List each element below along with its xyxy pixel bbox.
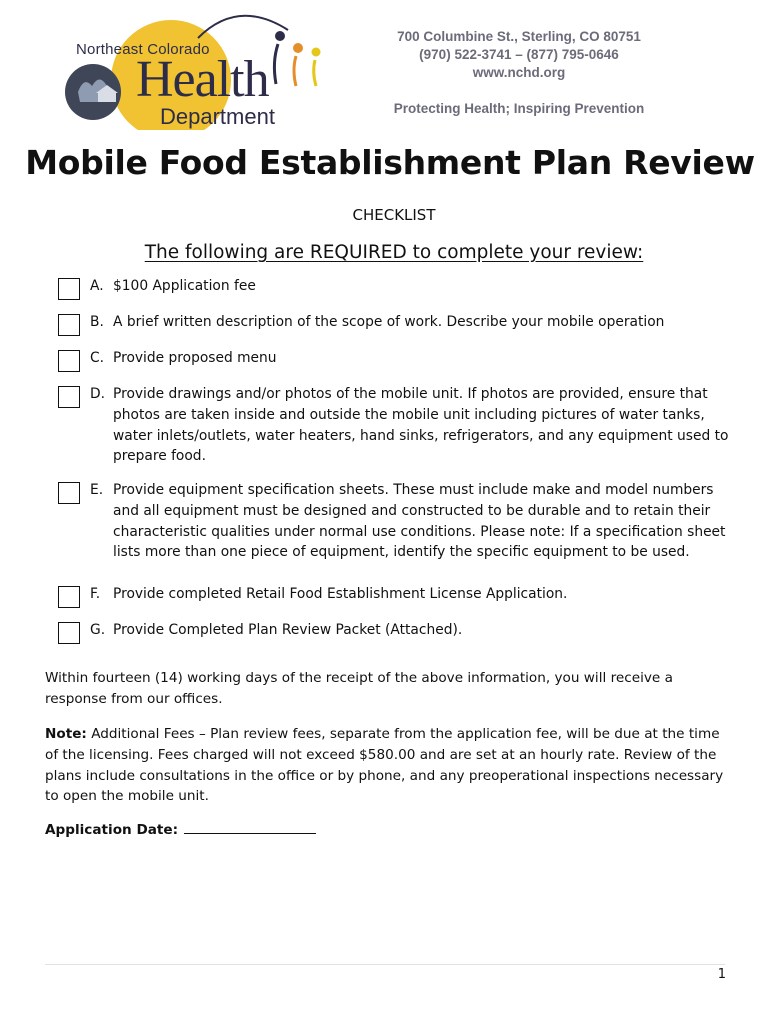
checkbox-f[interactable] xyxy=(58,586,80,608)
logo-text-region: Northeast Colorado xyxy=(76,41,210,58)
item-letter: D. xyxy=(90,386,106,402)
item-letter: G. xyxy=(90,622,106,638)
logo-figure-head-dark xyxy=(275,31,285,41)
item-letter: C. xyxy=(90,350,105,366)
application-date-blank[interactable] xyxy=(184,819,316,834)
note-text: Additional Fees – Plan review fees, separate from the application fee, will be due at the time of the licensing. Fees charged will not exceed $580.00 and are set at an hourly rate. Review of the plans include consultations in the office or by phone, and any preoperational inspections necessary to open the mobile unit. xyxy=(45,726,724,805)
logo-figure-head-yellow xyxy=(312,48,321,57)
item-text: Provide Completed Plan Review Packet (Attached). xyxy=(113,622,463,638)
application-date xyxy=(45,819,316,838)
checklist-item-e xyxy=(58,480,738,563)
checklist-item-f xyxy=(58,584,738,608)
checkbox-a[interactable] xyxy=(58,278,80,300)
footer-divider xyxy=(45,964,725,965)
item-text: Provide completed Retail Food Establishment License Application. xyxy=(113,586,568,602)
item-text: $100 Application fee xyxy=(113,278,256,294)
note-label: Note: xyxy=(45,726,87,742)
contact-tagline: Protecting Health; Inspiring Prevention xyxy=(393,101,645,116)
checklist-item-b xyxy=(58,312,738,336)
page-number: 1 xyxy=(717,967,726,982)
logo-house xyxy=(98,92,116,102)
item-text: Provide proposed menu xyxy=(113,350,277,366)
logo-text-health: Health xyxy=(136,51,269,108)
checkbox-c[interactable] xyxy=(58,350,80,372)
logo-figure-yellow xyxy=(314,60,316,86)
item-text: Provide equipment specification sheets. These must include make and model numbers and all equipment must be designed and constructed to be durable and to retain their characteristic qualities under normal use conditions. Please note: If a specification sheet lists more than one piece of equipment, identify the specific equipment to be used. xyxy=(113,482,726,561)
response-paragraph: Within fourteen (14) working days of the receipt of the above information, you will receive a response from our offices. xyxy=(45,670,673,707)
checkbox-b[interactable] xyxy=(58,314,80,336)
contact-phone: (970) 522-3741 – (877) 795-0646 xyxy=(419,47,619,62)
checkbox-d[interactable] xyxy=(58,386,80,408)
logo-figure-head-orange xyxy=(293,43,303,53)
nchd-logo xyxy=(58,10,348,130)
required-heading: The following are REQUIRED to complete your review: xyxy=(144,242,644,263)
checklist-item-c xyxy=(58,348,738,372)
contact-address: 700 Columbine St., Sterling, CO 80751 xyxy=(397,29,641,44)
item-letter: A. xyxy=(90,278,104,294)
item-letter: F. xyxy=(90,586,101,602)
contact-website: www.nchd.org xyxy=(472,65,566,80)
logo-swoosh xyxy=(198,16,288,38)
item-letter: B. xyxy=(90,314,104,330)
contact-block xyxy=(366,28,672,118)
item-text: A brief written description of the scope of work. Describe your mobile operation xyxy=(113,314,665,330)
application-date-label: Application Date: xyxy=(45,822,179,838)
item-letter: E. xyxy=(90,482,104,498)
page-title: Mobile Food Establishment Plan Review xyxy=(25,143,755,182)
checklist-item-d xyxy=(58,384,738,467)
checklist-item-g xyxy=(58,620,738,644)
checkbox-g[interactable] xyxy=(58,622,80,644)
item-text: Provide drawings and/or photos of the mobile unit. If photos are provided, ensure that photos are taken inside and outside the mobile unit including pictures of water tanks, water inlets/outlets, water heaters, hand sinks, refrigerators, and any equipment used to prepare food. xyxy=(113,386,729,465)
logo-figure-orange xyxy=(294,56,296,86)
checklist-subtitle: CHECKLIST xyxy=(352,206,436,224)
checkbox-e[interactable] xyxy=(58,482,80,504)
logo-figure-dark xyxy=(274,44,278,84)
note-paragraph xyxy=(45,724,735,807)
checklist-item-a xyxy=(58,276,738,300)
logo-text-department: Department xyxy=(160,104,275,129)
